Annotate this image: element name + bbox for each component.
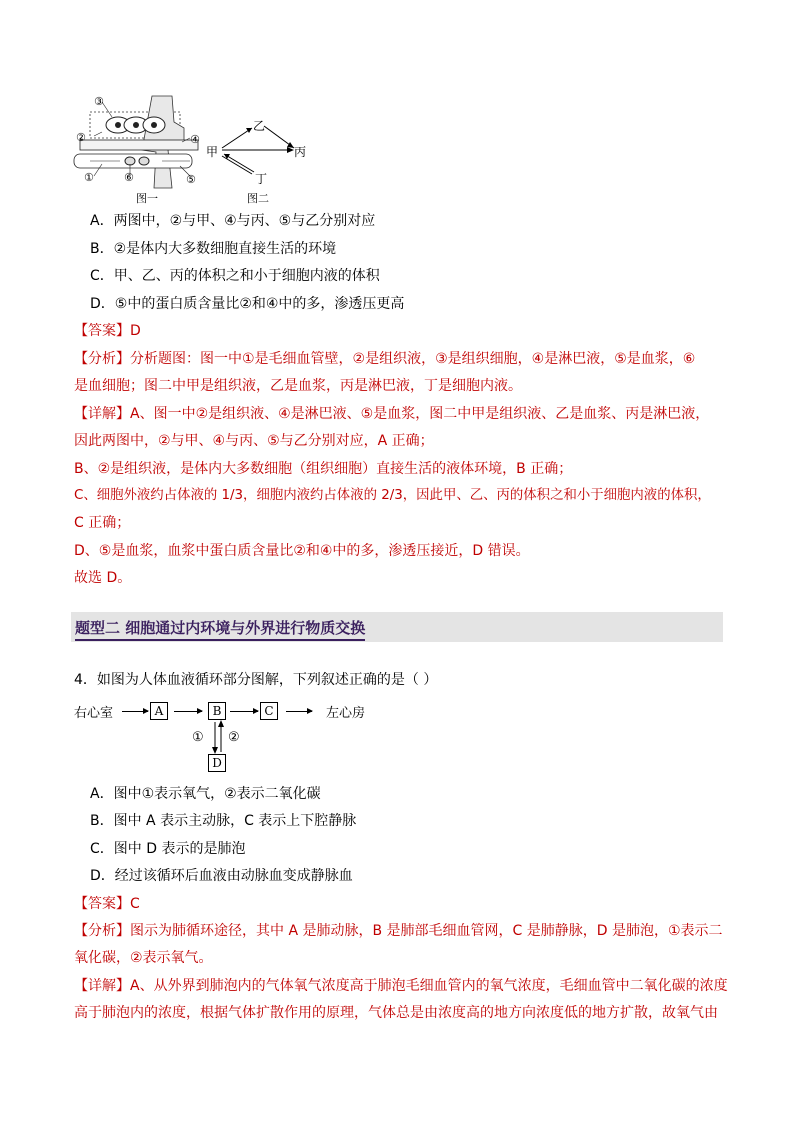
q3-detail-line4: C、细胞外液约占体液的 1/3，细胞内液约占体液的 2/3，因此甲、乙、丙的体积之和小于细胞内液的体积， xyxy=(74,488,711,503)
q4-answer xyxy=(74,894,140,914)
q4-analysis-line2: 氧化碳，②表示氧气。 xyxy=(74,950,213,966)
detail-text: A、从外界到肺泡内的气体氧气浓度高于肺泡毛细血管内的氧气浓度，毛细血管中二氧化碳的浓度 xyxy=(130,978,728,994)
q3-detail-line1 xyxy=(74,404,709,424)
fig2-label-bing: 丙 xyxy=(294,145,307,159)
analysis-tag: 【分析】 xyxy=(74,351,130,367)
diagram-box-a: A xyxy=(150,702,168,720)
q4-option-d: D．经过该循环后血液由动脉血变成静脉血 xyxy=(90,868,353,884)
fig2-label-jia: 甲 xyxy=(206,145,219,159)
fig1-caption: 图一 xyxy=(136,192,158,205)
analysis-text: 图示为肺循环途径，其中 A 是肺动脉，B 是肺部毛细血管网，C 是肺静脉，D 是肺泡，①表示二 xyxy=(130,923,723,939)
answer-tag: 【答案】 xyxy=(74,896,130,912)
q3-option-a: A．两图中，②与甲、④与丙、⑤与乙分别对应 xyxy=(90,213,376,229)
diagram-box-b: B xyxy=(208,702,226,720)
answer-value: C xyxy=(130,896,140,912)
diagram-vertical-arrows xyxy=(210,720,226,754)
fig1-label-2: ② xyxy=(76,131,86,144)
fig2-label-yi: 乙 xyxy=(253,119,266,133)
diagram-arrow xyxy=(174,711,202,712)
section-header xyxy=(71,612,723,642)
diagram-box-d: D xyxy=(208,754,226,772)
q4-option-b: B．图中 A 表示主动脉，C 表示上下腔静脉 xyxy=(90,813,357,829)
figure-cells-fluids xyxy=(72,92,322,208)
answer-value: D xyxy=(130,323,141,339)
q3-detail-line6: D、⑤是血浆，血浆中蛋白质含量比②和④中的多，渗透压接近，D 错误。 xyxy=(74,543,530,559)
q3-analysis-line1 xyxy=(74,349,695,369)
q3-detail-line2: 因此两图中，②与甲、④与丙、⑤与乙分别对应，A 正确； xyxy=(74,433,434,449)
detail-tag: 【详解】 xyxy=(74,978,130,994)
fig1-label-3: ③ xyxy=(94,95,104,108)
fig1-label-1: ① xyxy=(84,171,94,184)
diagram-arrow xyxy=(286,711,312,712)
analysis-text: 分析题图：图一中①是毛细血管壁，②是组织液，③是组织细胞，④是淋巴液，⑤是血浆，⑥ xyxy=(130,351,696,367)
q3-conclusion: 故选 D。 xyxy=(74,570,132,586)
fig2-caption: 图二 xyxy=(247,192,269,205)
analysis-tag: 【分析】 xyxy=(74,923,130,939)
diagram-arrow xyxy=(230,711,258,712)
detail-tag: 【详解】 xyxy=(74,406,130,422)
q3-analysis-line2: 是血细胞；图二中甲是组织液，乙是血浆，丙是淋巴液，丁是细胞内液。 xyxy=(74,378,522,394)
circulation-diagram xyxy=(74,696,434,776)
q3-option-d: D．⑤中的蛋白质含量比②和④中的多，渗透压更高 xyxy=(90,296,405,312)
diagram-end-label: 左心房 xyxy=(326,706,366,721)
q3-option-c: C．甲、乙、丙的体积之和小于细胞内液的体积 xyxy=(90,268,380,284)
diagram-arrow xyxy=(122,711,148,712)
q4-detail-line2: 高于肺泡内的浓度，根据气体扩散作用的原理，气体总是由浓度高的地方向浓度低的地方扩散，故氧气由 xyxy=(74,1005,718,1021)
fig2-label-ding: 丁 xyxy=(255,172,268,186)
q3-detail-line5: C 正确； xyxy=(74,515,131,531)
q3-detail-line3: B、②是组织液，是体内大多数细胞（组织细胞）直接生活的液体环境，B 正确； xyxy=(74,461,573,477)
diagram-box-c: C xyxy=(260,702,278,720)
q4-analysis-line1 xyxy=(74,921,723,941)
q3-answer xyxy=(74,321,141,341)
diagram-arrow1-label: ① xyxy=(192,730,204,745)
diagram-start-label: 右心室 xyxy=(74,706,114,721)
fig1-label-5: ⑤ xyxy=(186,173,196,186)
answer-tag: 【答案】 xyxy=(74,323,130,339)
q4-stem: 4．如图为人体血液循环部分图解，下列叙述正确的是（ ） xyxy=(74,672,438,688)
fig1-label-6: ⑥ xyxy=(124,171,134,184)
q4-option-c: C．图中 D 表示的是肺泡 xyxy=(90,841,246,857)
q4-option-a: A．图中①表示氧气，②表示二氧化碳 xyxy=(90,786,321,802)
diagram-arrow2-label: ② xyxy=(228,730,240,745)
fig1-label-4: ④ xyxy=(190,133,200,146)
detail-text: A、图一中②是组织液、④是淋巴液、⑤是血浆，图二中甲是组织液、乙是血浆、丙是淋巴液， xyxy=(130,406,710,422)
section-title: 题型二 细胞通过内环境与外界进行物质交换 xyxy=(75,617,365,641)
q3-option-b: B．②是体内大多数细胞直接生活的环境 xyxy=(90,241,337,257)
q4-detail-line1 xyxy=(74,976,728,996)
